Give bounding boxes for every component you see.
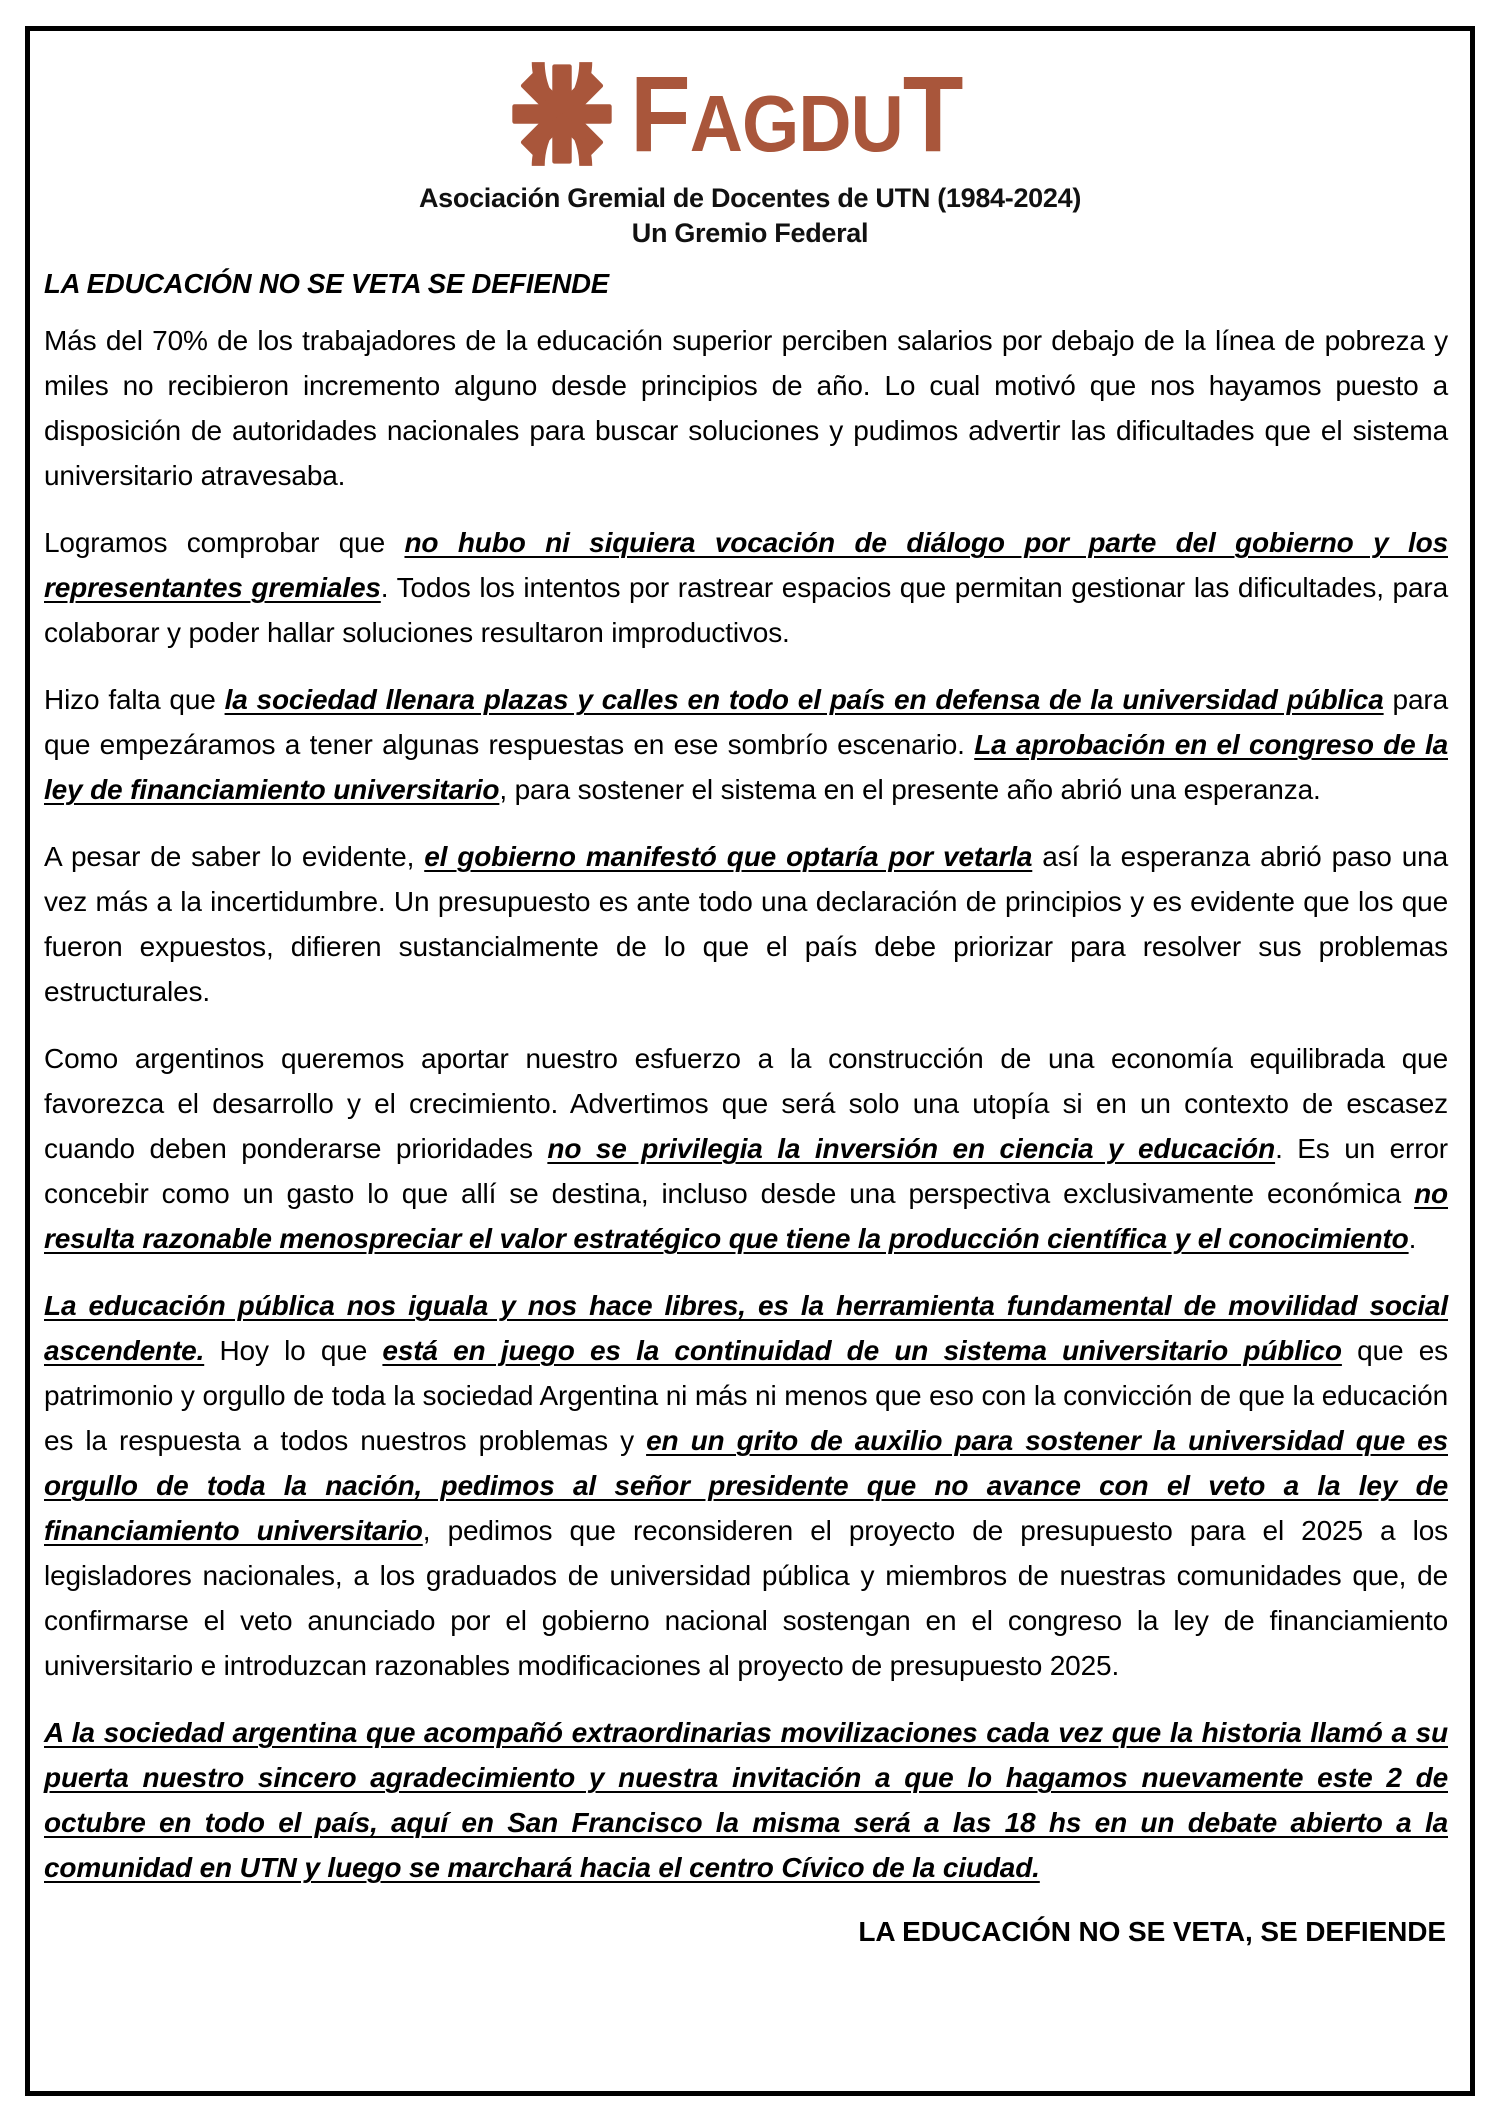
- letterhead: [30, 31, 1470, 254]
- emphasis-run: A la sociedad argentina que acompañó extraordinarias movilizaciones cada vez que la historia llamó a su puerta nuestro sincero agradecimiento y nuestra invitación a que lo hagamos nuevamente este 2 de octubre en todo el país, aquí en San Francisco la misma será a las 18 hs en un debate abierto a la comunidad en UTN y luego se marchará hacia el centro Cívico de la ciudad.: [44, 1717, 1448, 1884]
- paragraph-2: [44, 520, 1448, 655]
- paragraph-3: [44, 677, 1448, 812]
- logo-row: [30, 49, 1470, 179]
- emphasis-run: La aprobación en el congreso de la ley de financiamiento universitario: [44, 729, 1448, 806]
- document-body: [30, 254, 1470, 1890]
- text-run: , pedimos que reconsideren el proyecto de presupuesto para el 2025 a los legisladores nacionales, a los graduados de universidad pública y miembros de nuestras comunidades que, de confirmarse el veto anunciado por el gobierno nacional sostengan en el congreso la ley de financiamiento universitario e introduzcan razonables modificaciones al proyecto de presupuesto 2025.: [44, 1515, 1448, 1682]
- text-run: Más del 70% de los trabajadores de la educación superior perciben salarios por debajo de la línea de pobreza y miles no recibieron incremento alguno desde principios de año. Lo cual motivó que nos hayamos puesto a disposición de autoridades nacionales para buscar soluciones y pudimos advertir las dificultades que el sistema universitario atravesaba.: [44, 325, 1448, 492]
- text-run: Logramos comprobar que: [44, 527, 405, 559]
- argentine-sun-asterisk-icon: [508, 60, 616, 168]
- emphasis-run: la sociedad llenara plazas y calles en todo el país en defensa de la universidad pública: [224, 684, 1384, 716]
- emphasis-run: está en juego es la continuidad de un sistema universitario público: [382, 1335, 1342, 1367]
- emphasis-run: no hubo ni siquiera vocación de diálogo por parte del gobierno y los representantes gremiales: [44, 527, 1448, 604]
- paragraph-5: [44, 1036, 1448, 1261]
- paragraph-7: [44, 1710, 1448, 1890]
- text-run: . Todos los intentos por rastrear espacios que permitan gestionar las dificultades, para colaborar y poder hallar soluciones resultaron improductivos.: [44, 572, 1448, 649]
- emphasis-run: La educación pública nos iguala y nos hace libres, es la herramienta fundamental de movilidad social ascendente.: [44, 1290, 1448, 1367]
- wordmark-smallcaps: AGDU: [690, 79, 904, 168]
- footer-slogan: LA EDUCACIÓN NO SE VETA, SE DEFIENDE: [858, 1916, 1446, 1948]
- text-run: Hizo falta que: [44, 684, 225, 716]
- organization-tagline: Un Gremio Federal: [631, 218, 869, 249]
- text-run: Como argentinos queremos aportar nuestro esfuerzo a la construcción de una economía equilibrada que favorezca el desarrollo y el crecimiento. Advertimos que será solo una utopía si en un contexto de escasez cuando deben ponderarse prioridades: [44, 1043, 1448, 1165]
- organization-name: Asociación Gremial de Docentes de UTN (1984-2024): [418, 183, 1082, 213]
- text-run: para que empezáramos a tener algunas respuestas en ese sombrío escenario.: [44, 684, 1448, 761]
- text-run: .: [1408, 1223, 1417, 1255]
- paragraph-4: [44, 834, 1448, 1014]
- emphasis-run: no resulta razonable menospreciar el valor estratégico que tiene la producción científica y el conocimiento: [44, 1178, 1448, 1255]
- text-run: . Es un error concebir como un gasto lo que allí se destina, incluso desde una perspectiva exclusivamente económica: [44, 1133, 1448, 1210]
- emphasis-run: el gobierno manifestó que optaría por vetarla: [424, 841, 1033, 873]
- emphasis-run: en un grito de auxilio para sostener la universidad que es orgullo de toda la nación, pedimos al señor presidente que no avance con el veto a la ley de financiamiento universitario: [44, 1425, 1448, 1547]
- text-run: Hoy lo que: [204, 1335, 383, 1367]
- text-run: que es patrimonio y orgullo de toda la sociedad Argentina ni más ni menos que eso con la convicción de que la educación es la respuesta a todos nuestros problemas y: [44, 1335, 1448, 1457]
- text-run: así la esperanza abrió paso una vez más a la incertidumbre. Un presupuesto es ante todo una declaración de principios y es evidente que los que fueron expuestos, difieren sustancialmente de lo que el país debe priorizar para resolver sus problemas estructurales.: [44, 841, 1448, 1008]
- page-border-frame: [25, 26, 1475, 2096]
- fagdut-wordmark: FAGDUT: [630, 53, 963, 174]
- text-run: A pesar de saber lo evidente,: [44, 841, 425, 873]
- paragraph-1: [44, 318, 1448, 498]
- paragraph-6: [44, 1283, 1448, 1688]
- page-title: LA EDUCACIÓN NO SE VETA SE DEFIENDE: [44, 268, 609, 300]
- emphasis-run: no se privilegia la inversión en ciencia y educación: [547, 1133, 1276, 1165]
- text-run: , para sostener el sistema en el presente año abrió una esperanza.: [499, 774, 1321, 806]
